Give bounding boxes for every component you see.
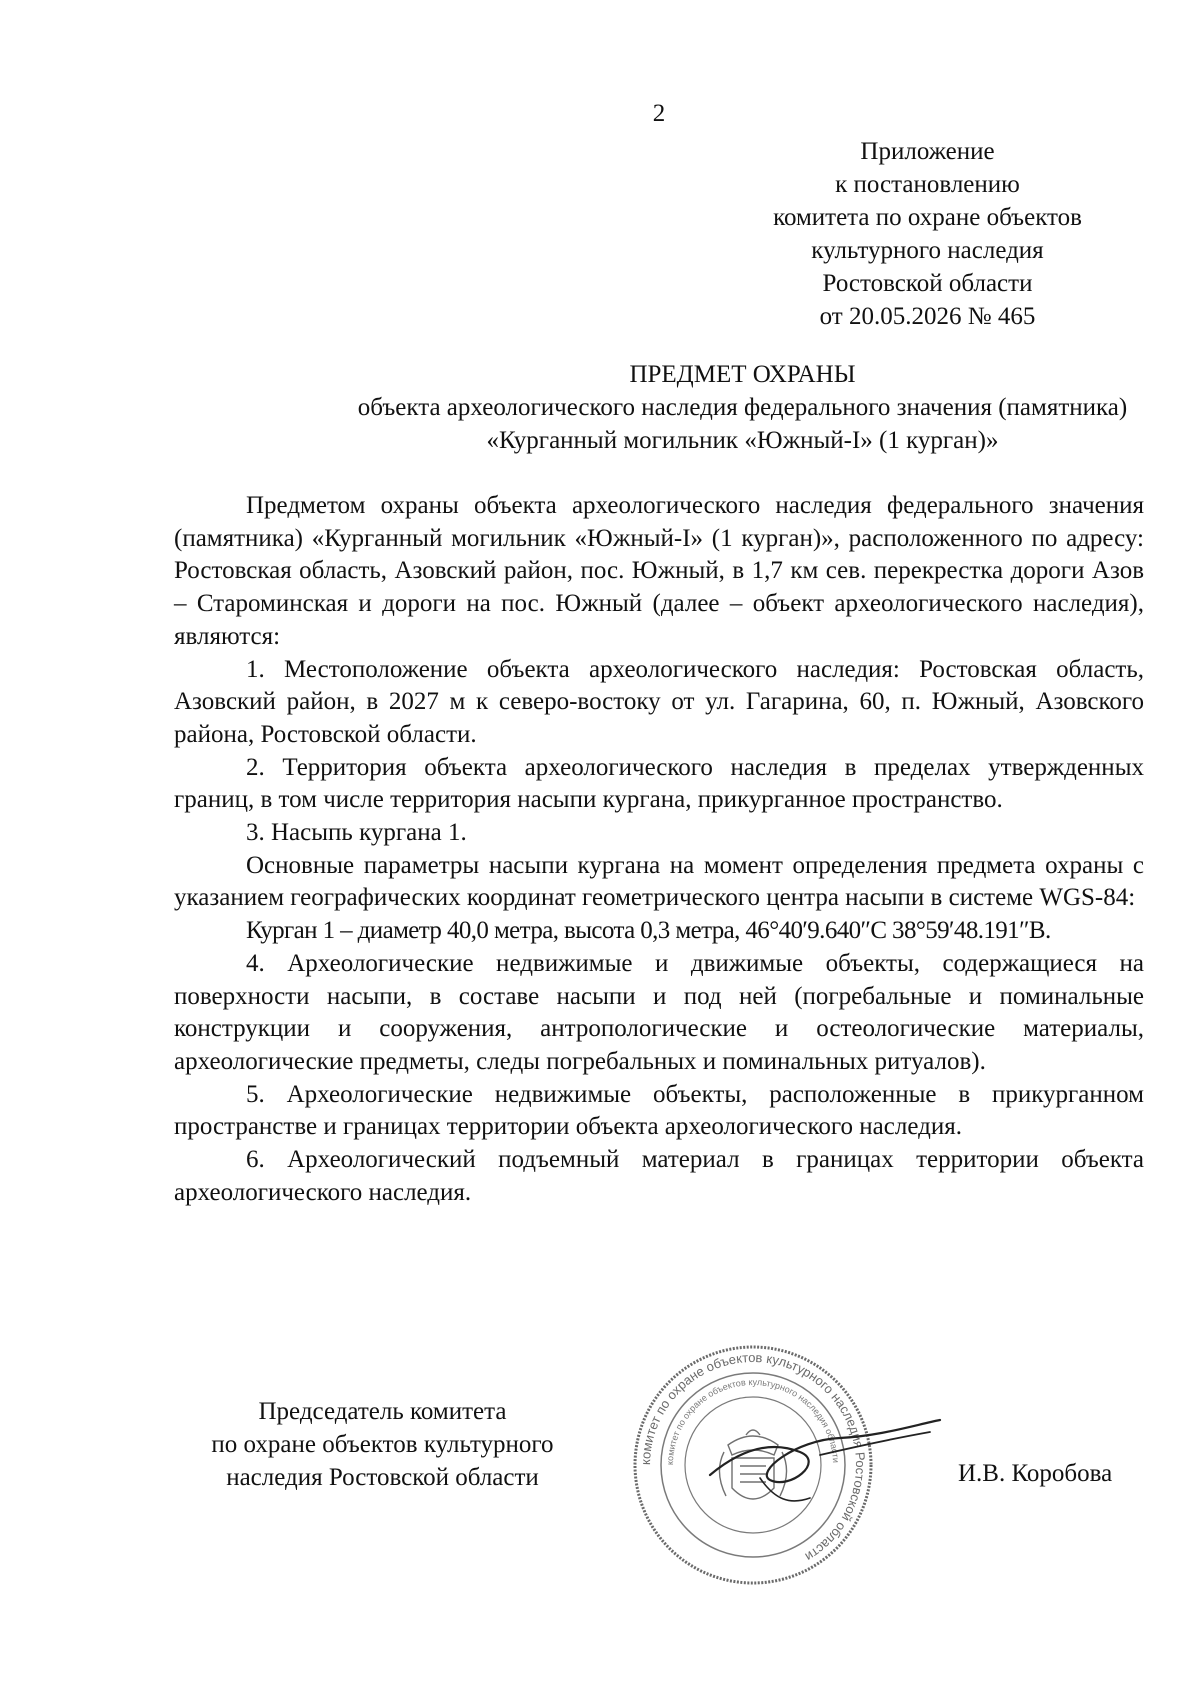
body-paragraph-coordinates: Курган 1 – диаметр 40,0 метра, высота 0,3 метра, 46°40′9.640″С 38°59′48.191″В. [246,917,1051,945]
body-paragraph: 3. Насыпь кургана 1. [246,819,467,847]
appendix-line: к постановлению [835,171,1020,198]
page-number: 2 [652,100,666,127]
title-heading: ПРЕДМЕТ ОХРАНЫ [629,361,856,388]
seal-inner-text: комитет по охране объектов культурного наследия области [664,1376,842,1466]
body-paragraph: 2. Территория объекта археологического наследия в пределах утвержденных границ, в том числе территория насыпи кургана, прикурганное пространство. [174,753,1144,814]
signer-role [170,1395,595,1494]
body-paragraph: Предметом охраны объекта археологического наследия федерального значения (памятника) «Курганный могильник «Южный-I» (1 курган)», расположенного по адресу: Ростовская область, Азовский район, пос. Южный, в 1,7 км сев. перекрестка дороги Азов – Староминская и дороги на пос. Южный (далее – объект археологического наследия), являются: [174,492,1144,650]
body-paragraph: Основные параметры насыпи кургана на момент определения предмета охраны с указанием географических координат геометрического центра насыпи в системе WGS-84: [174,851,1144,912]
signer-role-line: наследия Ростовской области [226,1464,539,1491]
appendix-line: культурного наследия [811,237,1044,264]
appendix-block [760,135,1095,333]
signer-role-line: по охране объектов культурного [211,1431,554,1458]
body-paragraph: 6. Археологический подъемный материал в границах территории объекта археологического наследия. [174,1146,1144,1206]
title-line: «Курганный могильник «Южный-I» (1 курган)» [486,427,999,454]
body-paragraph: 1. Местоположение объекта археологического наследия: Ростовская область, Азовский район, в 2027 м к северо-востоку от ул. Гагарина, 60, п. Южный, Азовского района, Ростовской области. [174,655,1144,748]
title-line: объекта археологического наследия федерального значения (памятника) [357,394,1128,421]
handwritten-signature [700,1380,950,1520]
appendix-line: от 20.05.2026 № 465 [819,303,1036,330]
body-paragraph: 5. Археологические недвижимые объекты, расположенные в прикурганном пространстве и границах территории объекта археологического наследия. [174,1080,1144,1141]
document-body [174,490,1144,1209]
signer-name: И.В. Коробова [958,1460,1113,1487]
seal-outer-text: комитет по охране объектов культурного наследия Ростовской области [637,1349,869,1565]
body-paragraph: 4. Археологические недвижимые и движимые объекты, содержащиеся на поверхности насыпи, в составе насыпи и под ней (погребальные и поминальные конструкции и сооружения, антропологические и остеологические материалы, археологические предметы, следы погребальных и поминальных ритуалов). [174,949,1144,1075]
appendix-line: комитета по охране объектов [773,204,1082,231]
document-title [170,358,1200,457]
signer-role-line: Председатель комитета [258,1398,507,1425]
appendix-line: Ростовской области [822,270,1033,297]
appendix-line: Приложение [860,138,995,165]
